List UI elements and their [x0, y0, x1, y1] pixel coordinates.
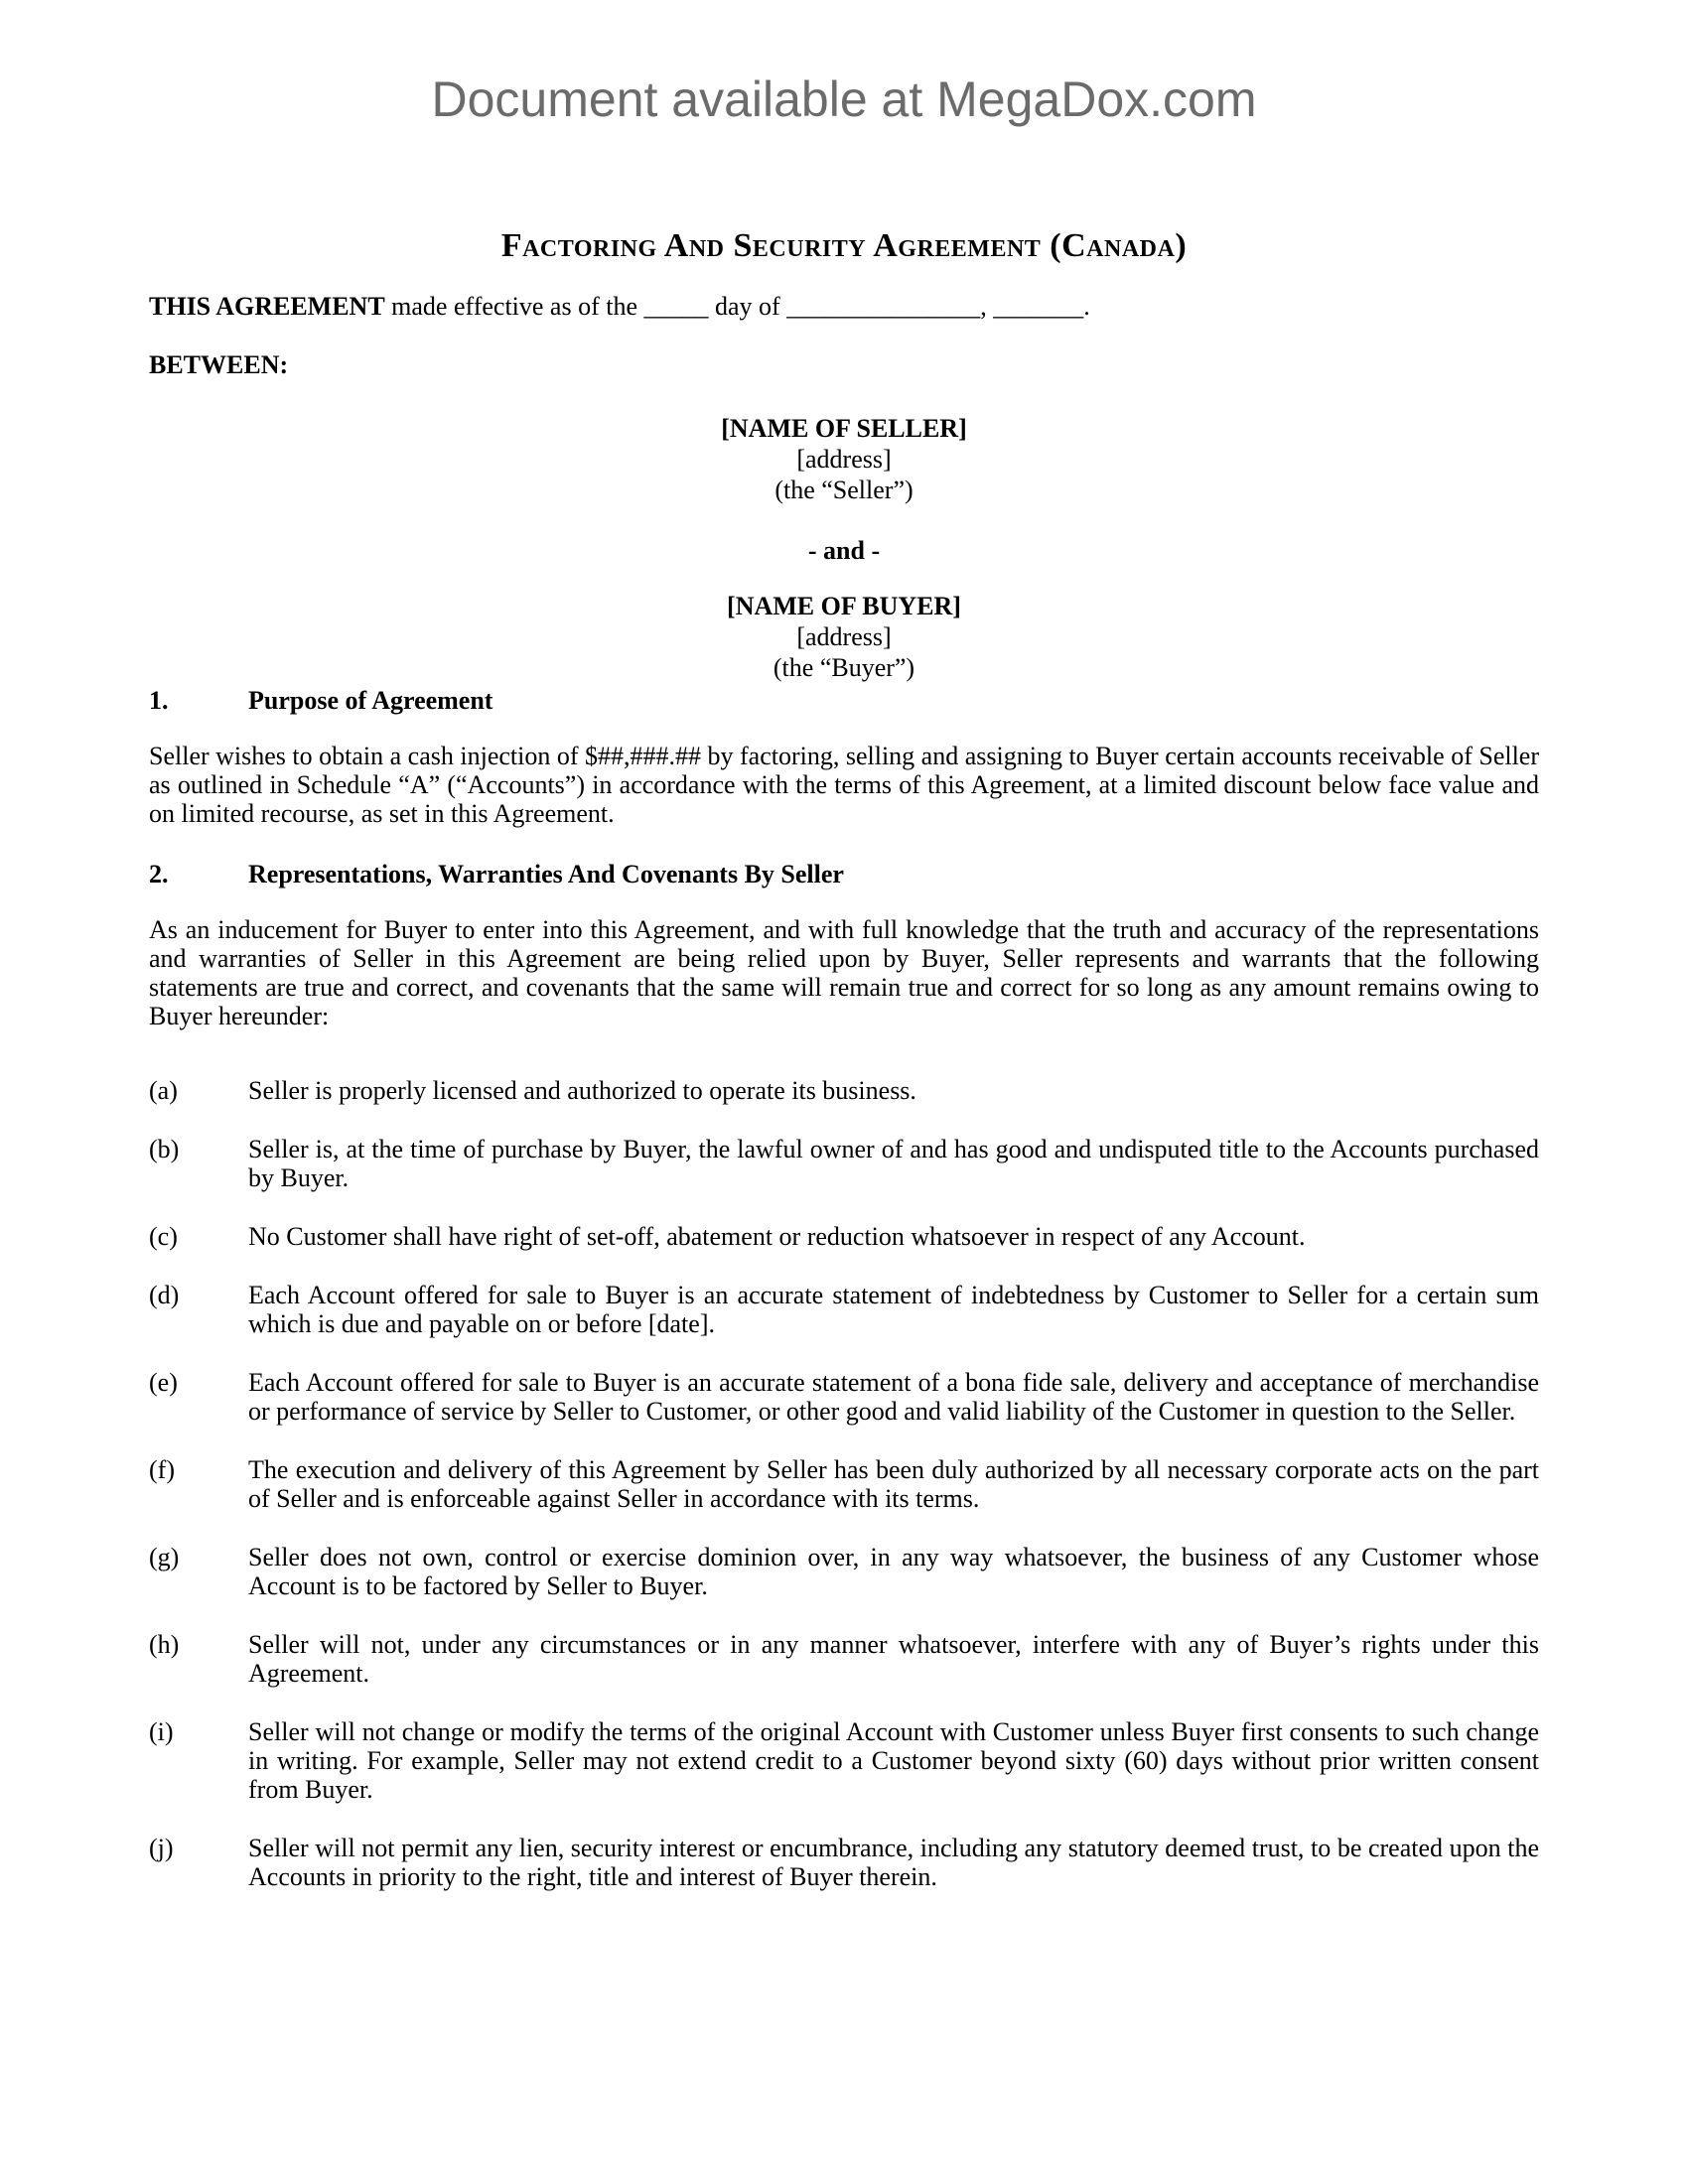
section-2-number: 2. [149, 860, 169, 888]
item-label: (b) [149, 1135, 180, 1163]
list-item-i [149, 1717, 1539, 1804]
item-label: (i) [149, 1717, 174, 1746]
section-2-title: Representations, Warranties And Covenants By Seller [248, 860, 844, 888]
section-1-heading [149, 685, 1539, 716]
item-label: (d) [149, 1281, 180, 1309]
section-1-number: 1. [149, 686, 169, 715]
item-label: (c) [149, 1222, 178, 1251]
and-separator: - and - [807, 536, 881, 565]
item-label: (f) [149, 1455, 175, 1484]
item-label: (h) [149, 1630, 180, 1659]
list-item-h [149, 1630, 1539, 1688]
covenant-list [149, 1076, 1539, 1891]
buyer-address-placeholder: [address] [796, 622, 892, 651]
intro-line [149, 292, 1539, 321]
item-text: The execution and delivery of this Agreement by Seller has been duly authorized by all necessary corporate acts on the part of Seller and is enforceable against Seller in accordance with its terms. [248, 1455, 1539, 1513]
section-2-heading [149, 859, 1539, 889]
list-item-a [149, 1076, 1539, 1105]
list-item-c [149, 1222, 1539, 1251]
item-label: (a) [149, 1076, 178, 1105]
item-text: Each Account offered for sale to Buyer is an accurate statement of indebtedness by Customer to Seller for a certain sum which is due and payable on or before [date]. [248, 1281, 1539, 1338]
item-text: Seller will not, under any circumstances or in any manner whatsoever, interfere with any of Buyer’s rights under this Agreement. [248, 1630, 1539, 1688]
intro-bold-phrase: THIS AGREEMENT [149, 292, 385, 321]
document-title: Factoring And Security Agreement (Canada) [500, 227, 1188, 264]
buyer-alias: (the “Buyer”) [773, 653, 915, 682]
seller-name-placeholder: [NAME OF SELLER] [721, 414, 967, 443]
item-text: Each Account offered for sale to Buyer is an accurate statement of a bona fide sale, delivery and acceptance of merchandise or performance of service by Seller to Customer, or other good and valid liability of the Customer in question to the Seller. [248, 1368, 1539, 1426]
buyer-name-placeholder: [NAME OF BUYER] [727, 592, 961, 620]
item-text: Seller does not own, control or exercise dominion over, in any way whatsoever, the business of any Customer whose Account is to be factored by Seller to Buyer. [248, 1543, 1539, 1600]
section-2-paragraph: As an inducement for Buyer to enter into this Agreement, and with full knowledge that the truth and accuracy of the representations and warranties of Seller in this Agreement are being relied upon by Buyer, Seller represents and warrants that the following statements are true and correct, and covenants that the same will remain true and correct for so long as any amount remains owing to Buyer hereunder: [149, 915, 1539, 1030]
list-item-g [149, 1543, 1539, 1600]
list-item-e [149, 1368, 1539, 1426]
seller-alias: (the “Seller”) [774, 476, 914, 504]
item-label: (g) [149, 1543, 180, 1571]
item-label: (e) [149, 1368, 178, 1397]
party-buyer [149, 591, 1539, 683]
item-text: Seller is properly licensed and authorized to operate its business. [248, 1076, 916, 1105]
between-label: BETWEEN: [149, 350, 289, 379]
section-1-paragraph: Seller wishes to obtain a cash injection of $##,###.## by factoring, selling and assigning to Buyer certain accounts receivable of Seller as outlined in Schedule “A” (“Accounts”) in accordance with the terms of this Agreement, at a limited discount below face value and on limited recourse, as set in this Agreement. [149, 742, 1540, 828]
item-label: (j) [149, 1834, 174, 1862]
intro-rest: made effective as of the _____ day of _______________, _______. [384, 292, 1090, 321]
item-text: No Customer shall have right of set-off, abatement or reduction whatsoever in respect of any Account. [248, 1222, 1306, 1251]
list-item-d [149, 1281, 1539, 1338]
item-text: Seller will not change or modify the terms of the original Account with Customer unless Buyer first consents to such change in writing. For example, Seller may not extend credit to a Customer beyond sixty (60) days without prior written consent from Buyer. [248, 1717, 1539, 1804]
watermark-text: Document available at MegaDox.com [431, 71, 1257, 127]
list-item-f [149, 1455, 1539, 1513]
list-item-b [149, 1135, 1539, 1192]
item-text: Seller is, at the time of purchase by Buyer, the lawful owner of and has good and undisputed title to the Accounts purchased by Buyer. [248, 1135, 1539, 1192]
item-text: Seller will not permit any lien, security interest or encumbrance, including any statutory deemed trust, to be created upon the Accounts in priority to the right, title and interest of Buyer therein. [248, 1834, 1539, 1891]
seller-address-placeholder: [address] [796, 445, 892, 474]
list-item-j [149, 1834, 1539, 1891]
party-seller [149, 413, 1539, 505]
section-1-title: Purpose of Agreement [248, 686, 493, 715]
